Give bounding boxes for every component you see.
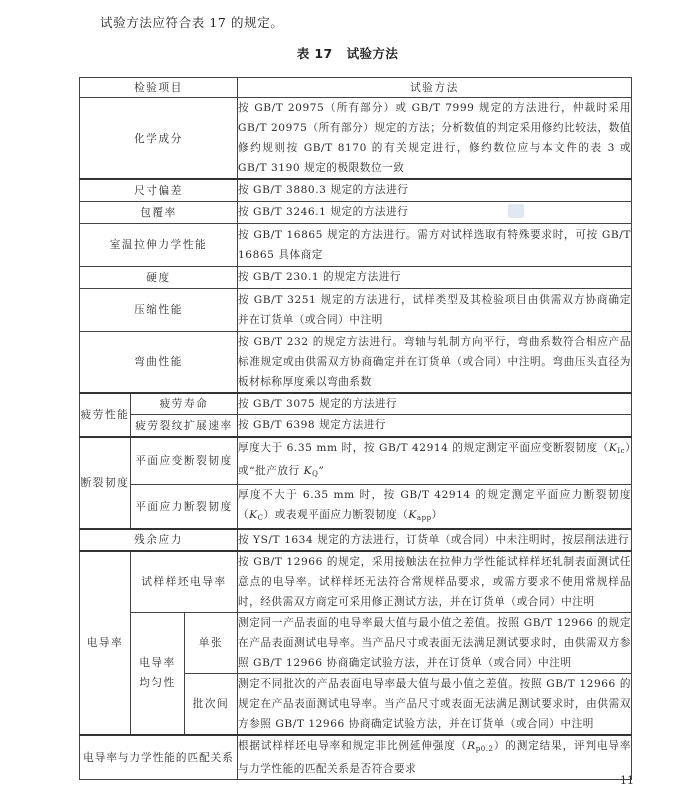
table-row [80, 393, 632, 415]
method-chem: 按 GB/T 20975（所有部分）或 GB/T 7999 规定的方法进行，仲裁时采用 GB/T 20975（所有部分）规定的方法；分析数值的判定采用修约比较法，数值修约规则按 GB/T 8170 的有关规定进行，修约数位应与本文件的表 3 或 GB/T 3190 规定的极限数位一致 [238, 98, 632, 180]
item-single: 单张 [185, 612, 238, 673]
method-clad: 按 GB/T 3246.1 规定的方法进行 [238, 201, 632, 223]
header-method: 试验方法 [238, 78, 632, 98]
item-dim: 尺寸偏差 [80, 179, 238, 201]
item-fatigue-crack: 疲劳裂纹扩展速率 [131, 415, 238, 437]
method-tensile: 按 GB/T 16865 规定的方法进行。需方对试样选取有特殊要求时，可按 GB/T 16865 具体商定 [238, 223, 632, 266]
method-specimen-conductivity: 按 GB/T 12966 的规定，采用接触法在拉伸力学性能试样样坯轧制表面测试任意点的电导率。试样样坯无法符合常规样品要求，或需方要求不使用常规样品时，经供需双方商定可采用修正测试方法，并在订货单（或合同）中注明 [238, 551, 632, 613]
test-methods-table [79, 77, 632, 780]
table-row [80, 201, 632, 223]
table-header-row [80, 78, 632, 98]
item-bend: 弯曲性能 [80, 331, 238, 393]
item-clad: 包覆率 [80, 201, 238, 223]
group-fracture: 断裂韧度 [80, 437, 131, 529]
method-fatigue-life: 按 GB/T 3075 规定的方法进行 [238, 393, 632, 415]
table-row [80, 223, 632, 266]
method-batch: 测定不同批次的产品表面电导率最大值与最小值之差值。按照 GB/T 12966 的规定在产品表面测试电导率。当产品尺寸或表面无法满足测试要求时，由供需双方参照 GB/T 12966 协商确定试验方法，并在订货单（或合同）中注明 [238, 673, 632, 735]
item-residual: 残余应力 [80, 529, 238, 551]
table-row [80, 735, 632, 780]
table-title: 试验方法 [346, 46, 399, 61]
method-fracture-strain: 厚度大于 6.35 mm 时，按 GB/T 42914 的规定测定平面应变断裂韧度$(K_{Ic})$或“批产放行 $K_Q$” [238, 437, 632, 485]
method-hard: 按 GB/T 230.1 的规定方法进行 [238, 266, 632, 288]
table-row [80, 288, 632, 331]
table-number: 表 17 [296, 46, 333, 61]
method-fracture-stress: 厚度不大于 6.35 mm 时，按 GB/T 42914 的规定测定平面应力断裂韧度$(K_C)$或表观平面应力断裂韧度$(K_{app})$ [238, 484, 632, 529]
method-fatigue-crack: 按 GB/T 6398 规定方法进行 [238, 415, 632, 437]
item-fatigue-life: 疲劳寿命 [131, 393, 238, 415]
item-fracture-stress: 平面应力断裂韧度 [131, 484, 238, 529]
group-conductivity: 电导率 [80, 551, 131, 735]
method-bend: 按 GB/T 232 的规定方法进行。弯轴与轧制方向平行，弯曲系数符合相应产品标准规定或由供需双方协商确定并在订货单（或合同）中注明。弯曲压头直径为板材标称厚度乘以弯曲系数 [238, 331, 632, 393]
table-row [80, 551, 632, 613]
item-batch: 批次间 [185, 673, 238, 735]
table-row [80, 612, 632, 673]
method-dim: 按 GB/T 3880.3 规定的方法进行 [238, 179, 632, 201]
item-fracture-strain: 平面应变断裂韧度 [131, 437, 238, 485]
intro-text: 试验方法应符合表 17 的规定。 [100, 15, 284, 30]
table-row [80, 437, 632, 485]
item-compress: 压缩性能 [80, 288, 238, 331]
item-tensile: 室温拉伸力学性能 [80, 223, 238, 266]
method-residual: 按 YS/T 1634 规定的方法进行，订货单（或合同）中未注明时，按层削法进行 [238, 529, 632, 551]
table-row [80, 484, 632, 529]
table-caption [0, 44, 695, 62]
item-match: 电导率与力学性能的匹配关系 [80, 735, 238, 780]
item-specimen-conductivity: 试样样坯电导率 [131, 551, 238, 613]
header-item: 检验项目 [80, 78, 238, 98]
table-row [80, 529, 632, 551]
page-number: 11 [620, 774, 634, 787]
table-row [80, 415, 632, 437]
method-match: 根据试样样坯电导率和规定非比例延伸强度$(R_{p0.2})$的测定结果，评判电导率与力学性能的匹配关系是否符合要求 [238, 735, 632, 780]
table-row [80, 179, 632, 201]
table-row [80, 266, 632, 288]
method-compress: 按 GB/T 3251 规定的方法进行，试样类型及其检验项目由供需双方协商确定并在订货单（或合同）中注明 [238, 288, 632, 331]
table-row [80, 98, 632, 180]
table-row [80, 331, 632, 393]
item-hard: 硬度 [80, 266, 238, 288]
item-chem: 化学成分 [80, 98, 238, 180]
group-uniformity: 电导率均匀性 [131, 612, 185, 735]
group-fatigue: 疲劳性能 [80, 393, 131, 437]
method-single: 测定同一产品表面的电导率最大值与最小值之差值。按照 GB/T 12966 的规定在产品表面测试电导率。当产品尺寸或表面无法满足测试要求时，由供需双方参照 GB/T 12966 协商确定试验方法，并在订货单（或合同）中注明 [238, 612, 632, 673]
